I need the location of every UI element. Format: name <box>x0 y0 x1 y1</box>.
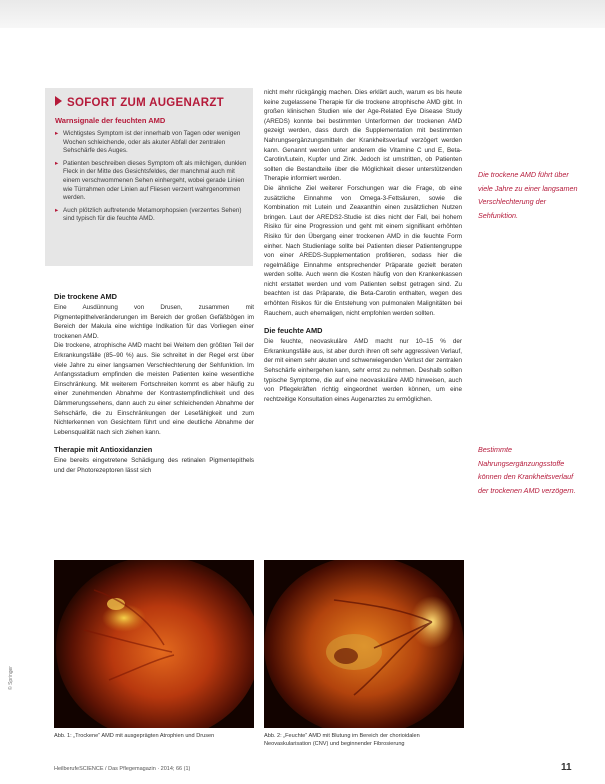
paragraph: Eine Ausdünnung von Drusen, zusammen mit Pigmentepithelveränderungen im Bereich der großen Gefäßbögen im Bereich der Makula eine wichtige Indikation für das Vorliegen einer trockenen AMD. <box>54 304 254 340</box>
warning-box <box>45 88 253 266</box>
list-item: ▸ Wichtigstes Symptom ist der innerhalb von Tagen oder wenigen Wochen schleichende, oder als akuter Abfall der zentralen Sehschärfe des Auges. <box>55 130 247 156</box>
warning-box-title-text: SOFORT ZUM AUGENARZT <box>67 97 224 109</box>
triangle-icon <box>55 96 62 106</box>
list-item: ▸ Auch plötzlich auftretende Metamorphopsien (verzerrtes Sehen) sind typisch für die feuchte AMD. <box>55 207 247 224</box>
section-heading-antioxidants: Therapie mit Antioxidanzien <box>54 445 153 455</box>
left-column <box>54 292 254 476</box>
warning-box-title <box>55 96 224 109</box>
paragraph: Die trockene, atrophische AMD macht bei Weitem den größten Teil der Erkrankungsfälle (85–90 %) aus. Sie schreitet in der Regel erst über viele Jahre zu einer langsamen Verschlechterung der Sehfunktion. Im Anfangsstadium empfinden die meisten Patienten keine wesentliche Einschränkung. Mit weiterem Fortschreiten kommt es aber häufig zu einer zunehmenden Abnahme der Kontrastempfindlichkeit und des Dämmerungssehens, dann auch zu einer schleichenden Abnahme der Sehschärfe, die zu Einschränkungen der Lesefähigkeit und zum Nichterkennen von Gesichtern führt und eine deutliche Abnahme der Lebensqualität nach sich ziehen kann. <box>54 342 254 436</box>
side-credit: © Springer <box>8 666 14 690</box>
page-number: 11 <box>561 762 572 773</box>
list-item: ▸ Patienten beschreiben dieses Symptom oft als milchigen, dunklen Fleck in der Mitte des Gesichtsfeldes, der manchmal auch mit einem verschwommenen Sehen einhergeht, wobei gerade Linien wie Türrahmen oder Linien auf Fliesen verzerrt wahrgenommen werden. <box>55 160 247 203</box>
fundus-photo-dry-amd <box>54 560 254 728</box>
right-column <box>264 88 462 404</box>
warning-list <box>55 130 247 228</box>
paragraph: Die feuchte, neovaskuläre AMD macht nur 10–15 % der Erkrankungsfälle aus, ist aber durch ihren oft sehr aggressiven Verlauf, der mit einem sehr akuten und schwerwiegenden Verlust der zentralen Sehschärfe einhergehen kann, sehr ernst zu nehmen. Deshalb sollten typische Symptome, die auf eine neovaskuläre AMD hinweisen, auch von Pflegekräften richtig eingeordnet werden können, um eine rechtzeitige Konsultation eines Augenarztes zu ermöglichen. <box>264 338 462 403</box>
paragraph: Die ähnliche Ziel weiterer Forschungen war die Frage, ob eine zusätzliche Einnahme von Omega-3-Fettsäuren, sowie die Kombination mit Lutein und Zeaxanthin einen zusätzlichen Nutzen bringen. Laut der AREDS2-Studie ist dies nicht der Fall, bei hohem Risiko für eine Progression und geht mit einem signifikant erhöhten Risiko für den Übergang einer trockenen AMD in die feuchte Form einher. Nach Studienlage sollte bei Patienten dieser Patientengruppe von einer AREDS-Supplementation profitieren, sodass hier die regelmäßige Einnahme entsprechender Präparate gezielt beraten werden sollte. Auch wenn die Kosten häufig von den Krankenkassen nicht erstattet werden und vom Patienten selbst getragen sind. Zu beachten ist das Präparate, die Beta-Carotin enthalten, wegen des erhöhten Risikos für die Entstehung von pulmonalen Malignitäten bei Rauchern, auch ehemaligen, nicht empfohlen werden sollten. <box>264 184 462 317</box>
margin-note-1: Die trockene AMD führt über viele Jahre zu einer langsamen Verschlechterung der Sehfunktion. <box>478 170 578 220</box>
top-shade <box>0 0 605 28</box>
margin-note-2: Bestimmte Nahrungsergänzungsstoffe können den Krankheitsverlauf der trockenen AMD verzögern. <box>478 445 576 495</box>
fundus-photo-wet-amd <box>264 560 464 728</box>
paragraph: nicht mehr rückgängig machen. Dies erklärt auch, warum es bis heute keine zugelassene Therapie für die trockene atrophische AMD gibt. In großen klinischen Studien wie der Age-Related Eye Disease Study (AREDS) konnte bei bestimmten Unterformen der trockenen AMD gezeigt werden, dass durch die Supplementation mit bestimmten Nahrungsergänzungsmitteln der Krankheitsverlauf verzögert werden kann. Genannt werden unter anderem die Vitamine C und E, Beta-Carotin/Lutein, Kupfer und Zink. Jedoch ist umstritten, ob Patienten sollten die Bestandteile über die Möglichkeit dieser unterstützenden Therapie informiert werden. <box>264 89 462 183</box>
journal-footer: HeilberufeSCIENCE / Das Pflegemagazin · 2014; 66 (1) <box>54 766 191 772</box>
paragraph: Eine bereits eingetretene Schädigung des retinalen Pigmentepithels und der Photorezeptoren lässt sich <box>54 457 254 474</box>
warning-box-subtitle: Warnsignale der feuchten AMD <box>55 116 166 125</box>
caption-figure-1: Abb. 1: „Trockene“ AMD mit ausgeprägten Atrophien und Drusen <box>54 733 215 739</box>
section-heading-wet-amd: Die feuchte AMD <box>264 326 323 336</box>
section-heading-dry-amd: Die trockene AMD <box>54 292 117 301</box>
caption-figure-2: Abb. 2: „Feuchte“ AMD mit Blutung im Bereich der chorioidalen Neovaskularisation (CNV) und beginnender Fibrosierung <box>264 733 420 747</box>
